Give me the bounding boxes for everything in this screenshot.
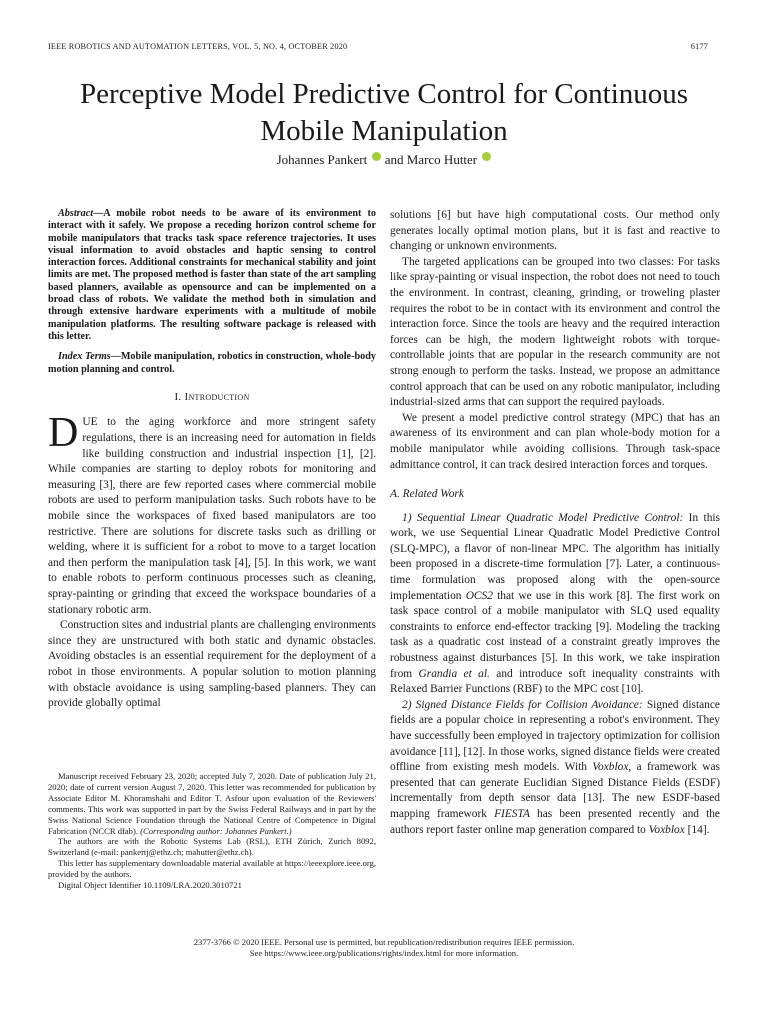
intro-text: UE to the aging workforce and more stringent safety regulations, there is an increasing need for automation in fields like building construction and industrial inspection [1], [2]. While companies are starting to deploy robots for monitoring and measuring [3], there are few reported cases where commercial mobile robots are used to perform manipulation tasks. Such robots have to be mobile since the workspaces of fixed based manipulators are too restrictive. There are solutions for discrete tasks such as drilling or welding, where it is sufficient for a robot to move to a target location and then perform the manipulation task [4], [5]. In this work, we want to enable robots to perform continuous processes such as cleaning, spray-painting or grinding that exceed the workspace boundaries of a stationary robotic arm. — [48, 416, 376, 616]
footnote-affiliation: The authors are with the Robotic Systems Lab (RSL), ETH Zürich, Zurich 8092, Switzerland (e-mail: pankertj@ethz.ch; mahutter@ethz.ch). — [48, 836, 376, 858]
author-name: Johannes Pankert — [276, 152, 368, 167]
body-paragraph — [390, 698, 720, 838]
rights-link[interactable]: See https://www.ieee.org/publications/rights/index.html for more information. — [249, 948, 519, 958]
drop-cap: D — [48, 410, 79, 457]
footnote-doi: Digital Object Identifier 10.1109/LRA.2020.3010721 — [58, 880, 242, 891]
paragraph-heading: 1) Sequential Linear Quadratic Model Predictive Control: — [402, 511, 684, 524]
footnotes — [48, 771, 376, 891]
section-number: I. — [174, 390, 182, 403]
body-paragraph: The targeted applications can be grouped into two classes: For tasks like spray-painting or visual inspection, the robot does not need to touch the environment. In contrast, cleaning, grinding, or troweling plaster requires the robot to be in contact with its environment and control the interaction force. Since the tools are heavy and the required interaction forces can be high, the modern lightweight robots with torque-controllable joints that are popular in the research community are not strong enough to perform the tasks. Instead, we propose an admittance control approach that can be used on any robotic manipulator, including industrial-sized arms that can support the required payloads. — [390, 255, 720, 409]
title-line-2: Mobile Manipulation — [260, 115, 508, 147]
corresponding-author: (Corresponding author: Johannes Pankert.) — [140, 825, 292, 836]
abstract-lead: Abstract — [58, 208, 94, 219]
orcid-icon[interactable] — [482, 152, 491, 161]
copyright-notice — [0, 937, 768, 959]
text-run: Signed distance fields are a popular choice in representing a robot's environment. They have successfully been employed in trajectory optimization for collision avoidance [11], [12]. In those works, signed distance fields were created offline from existing mesh models. With — [390, 698, 720, 774]
orcid-icon[interactable] — [372, 152, 381, 161]
index-terms — [48, 351, 376, 376]
author-name: Marco Hutter — [406, 152, 478, 167]
intro-paragraph: Construction sites and industrial plants are challenging environments since they are unstructured with both static and dynamic obstacles. Avoiding obstacles is an essential requirement for the deployment of a robot in those environments. A popular solution to motion planning with obstacle avoidance is using sampling-based planners. They can provide globally optimal — [48, 619, 376, 710]
abstract-text: —A mobile robot needs to be aware of its environment to interact with it safely. We propose a receding horizon control scheme for mobile manipulators that tracks task space reference trajectories. It uses visual information to avoid obstacles and haptic sensing to control interaction forces. Additional constraints for mechanical stability and joint limits are met. The proposed method is faster than state of the art sampling based planners, available as opensource and can be implemented on a broad class of robots. We validate the method both in simulation and through extensive hardware experiments with a multitude of mobile manipulation platforms. The resulting software package is released with this letter. — [48, 208, 376, 342]
text-run: [14]. — [684, 823, 710, 836]
text-run: that we use in this work [8]. The first work on task space control of a mobile manipulator with SLQ used equality constraints to enforce end-effector tracking [9]. Modeling the tracking task as a quadratic cost instead of a constraint greatly improves the robustness against disturbances [5]. In this work, we take inspiration from — [390, 589, 720, 680]
paper-title — [40, 76, 728, 150]
right-column — [390, 208, 720, 838]
section-title: Introduction — [184, 390, 250, 403]
body-paragraph — [390, 511, 720, 698]
software-name: OCS2 — [465, 589, 493, 602]
page-number: 6177 — [690, 42, 708, 51]
index-terms-text: —Mobile manipulation, robotics in construction, whole-body motion planning and control. — [48, 351, 376, 375]
author-list — [0, 152, 768, 168]
abstract — [48, 208, 376, 343]
software-name: FIESTA — [494, 807, 530, 820]
text-run: has been presented recently and the authors report faster online map generation compared to — [390, 807, 720, 836]
footnote-supplementary: This letter has supplementary downloadable material available at https://ieeexplore.ieee.org, provided by the authors. — [48, 858, 376, 880]
copyright-line: 2377-3766 © 2020 IEEE. Personal use is permitted, but republication/redistribution requires IEEE permission. — [193, 937, 575, 947]
citation-name: Grandia et al. — [418, 667, 490, 680]
intro-paragraph — [48, 410, 376, 618]
paragraph-heading: 2) Signed Distance Fields for Collision Avoidance: — [402, 698, 643, 711]
software-name: Voxblox — [648, 823, 685, 836]
footnote-text: Manuscript received February 23, 2020; accepted July 7, 2020. Date of publication July 21, 2020; date of current version August 7, 2020. This letter was recommended for publication by Associate Editor M. Khoramshahi and Editor T. Asfour upon evaluation of the Reviewers' comments. This work was supported in part by the Swiss Federal Railways and in part by the Swiss National Science Foundation through the National Centre of Competence in Digital Fabrication (NCCR dfab). — [48, 771, 376, 836]
text-run: and introduce soft inequality constraints with Relaxed Barrier Functions (RBF) to the MPC cost [10]. — [390, 667, 720, 696]
index-terms-lead: Index Terms — [58, 351, 111, 363]
left-column — [48, 208, 376, 712]
software-name: Voxblox — [592, 761, 629, 774]
footnote-manuscript — [48, 771, 376, 836]
subsection-heading: A. Related Work — [390, 488, 464, 501]
title-line-1: Perceptive Model Predictive Control for Continuous — [79, 78, 689, 110]
section-heading — [48, 390, 376, 406]
author-connector: and — [384, 152, 404, 167]
body-paragraph: solutions [6] but have high computational costs. Our method only generates locally optimal motion plans, but it is fast and reactive to changing or unknown environments. — [390, 209, 720, 253]
body-paragraph: We present a model predictive control strategy (MPC) that has an awareness of its environment and can plan whole-body motion for a mobile manipulator while avoiding collisions. Through task-space admittance control, it can track desired interaction forces and torques. — [390, 411, 720, 471]
text-run: In this work, we use Sequential Linear Quadratic Model Predictive Control (SLQ-MPC), a flavor of non-linear MPC. The algorithm has initially been proposed in a discrete-time formulation [7]. Later, a continuous-time formulation was proposed along with the open-source implementation — [390, 511, 720, 602]
journal-info: IEEE ROBOTICS AND AUTOMATION LETTERS, VOL. 5, NO. 4, OCTOBER 2020 — [48, 42, 348, 51]
text-run: , a framework was presented that can generate Euclidian Signed Distance Fields (ESDF) incrementally from depth sensor data [13]. The new ESDF-based mapping framework — [390, 761, 720, 820]
running-head — [48, 42, 708, 51]
